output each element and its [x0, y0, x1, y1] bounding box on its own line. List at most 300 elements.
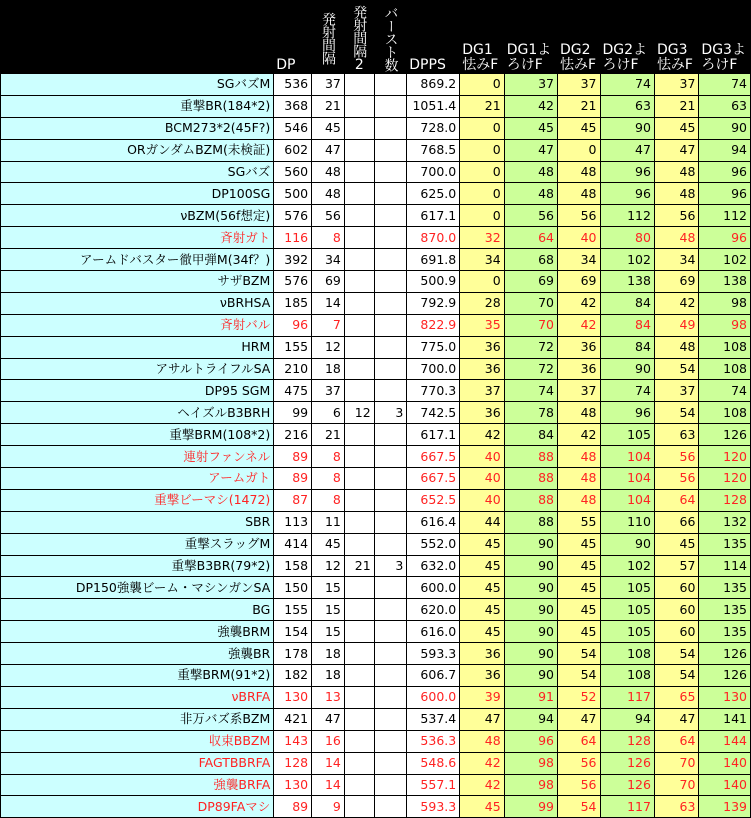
- cell-dg3-stagger[interactable]: 120: [699, 468, 751, 490]
- cell-burst[interactable]: [374, 227, 407, 249]
- cell-dp[interactable]: 392: [274, 249, 312, 271]
- header-dg1-flinch[interactable]: DG1怯みF: [460, 1, 504, 74]
- cell-dg1-flinch[interactable]: 36: [460, 336, 504, 358]
- cell-dg3-flinch[interactable]: 63: [654, 424, 698, 446]
- cell-dg3-stagger[interactable]: 114: [699, 555, 751, 577]
- cell-interval2[interactable]: [344, 686, 374, 708]
- cell-dg1-flinch[interactable]: 39: [460, 686, 504, 708]
- cell-dg3-flinch[interactable]: 60: [654, 621, 698, 643]
- cell-dg2-stagger[interactable]: 138: [600, 271, 654, 293]
- cell-dg3-flinch[interactable]: 47: [654, 139, 698, 161]
- cell-dg3-flinch[interactable]: 47: [654, 708, 698, 730]
- cell-dg3-flinch[interactable]: 56: [654, 446, 698, 468]
- cell-dg2-stagger[interactable]: 90: [600, 358, 654, 380]
- cell-dg2-stagger[interactable]: 102: [600, 249, 654, 271]
- cell-interval[interactable]: 45: [312, 533, 345, 555]
- cell-dg2-flinch[interactable]: 48: [557, 161, 600, 183]
- cell-interval2[interactable]: [344, 511, 374, 533]
- cell-dg1-stagger[interactable]: 90: [504, 665, 557, 687]
- cell-dg3-stagger[interactable]: 108: [699, 402, 751, 424]
- cell-dg1-stagger[interactable]: 69: [504, 271, 557, 293]
- cell-dg3-stagger[interactable]: 120: [699, 446, 751, 468]
- cell-dp[interactable]: 89: [274, 468, 312, 490]
- cell-dg3-flinch[interactable]: 69: [654, 271, 698, 293]
- cell-dg1-flinch[interactable]: 32: [460, 227, 504, 249]
- cell-dpps[interactable]: 552.0: [407, 533, 460, 555]
- cell-interval2[interactable]: [344, 621, 374, 643]
- cell-dg2-stagger[interactable]: 63: [600, 95, 654, 117]
- cell-interval2[interactable]: 12: [344, 402, 374, 424]
- header-burst[interactable]: バースト数: [374, 1, 407, 74]
- header-name[interactable]: [1, 1, 274, 74]
- cell-dg1-stagger[interactable]: 98: [504, 752, 557, 774]
- cell-dg2-stagger[interactable]: 105: [600, 599, 654, 621]
- cell-interval[interactable]: 21: [312, 424, 345, 446]
- cell-dg1-stagger[interactable]: 90: [504, 577, 557, 599]
- cell-dpps[interactable]: 625.0: [407, 183, 460, 205]
- cell-interval[interactable]: 37: [312, 74, 345, 96]
- cell-dpps[interactable]: 536.3: [407, 730, 460, 752]
- cell-dg2-flinch[interactable]: 21: [557, 95, 600, 117]
- cell-dpps[interactable]: 557.1: [407, 774, 460, 796]
- cell-dp[interactable]: 560: [274, 161, 312, 183]
- cell-dg2-flinch[interactable]: 42: [557, 314, 600, 336]
- cell-dg1-flinch[interactable]: 28: [460, 292, 504, 314]
- cell-dg1-flinch[interactable]: 45: [460, 796, 504, 818]
- cell-dg3-stagger[interactable]: 139: [699, 796, 751, 818]
- cell-dp[interactable]: 143: [274, 730, 312, 752]
- cell-name[interactable]: DP150強襲ビーム・マシンガンSA: [1, 577, 274, 599]
- cell-burst[interactable]: [374, 752, 407, 774]
- cell-dg3-stagger[interactable]: 135: [699, 599, 751, 621]
- cell-dg2-flinch[interactable]: 64: [557, 730, 600, 752]
- cell-dpps[interactable]: 593.3: [407, 796, 460, 818]
- cell-interval[interactable]: 15: [312, 599, 345, 621]
- cell-interval2[interactable]: [344, 577, 374, 599]
- cell-dg1-stagger[interactable]: 90: [504, 643, 557, 665]
- cell-dg1-stagger[interactable]: 88: [504, 511, 557, 533]
- cell-dg1-stagger[interactable]: 94: [504, 708, 557, 730]
- cell-dg2-stagger[interactable]: 128: [600, 730, 654, 752]
- cell-dpps[interactable]: 822.9: [407, 314, 460, 336]
- cell-dg3-stagger[interactable]: 63: [699, 95, 751, 117]
- cell-dg1-stagger[interactable]: 96: [504, 730, 557, 752]
- cell-dg1-flinch[interactable]: 45: [460, 599, 504, 621]
- cell-dg3-stagger[interactable]: 141: [699, 708, 751, 730]
- cell-name[interactable]: 連射ファンネル: [1, 446, 274, 468]
- cell-dg1-flinch[interactable]: 0: [460, 271, 504, 293]
- cell-dp[interactable]: 182: [274, 665, 312, 687]
- cell-dg1-flinch[interactable]: 40: [460, 489, 504, 511]
- cell-burst[interactable]: [374, 796, 407, 818]
- cell-name[interactable]: アームドバスター徹甲弾M(34f？): [1, 249, 274, 271]
- cell-dg1-flinch[interactable]: 37: [460, 380, 504, 402]
- cell-name[interactable]: νBRHSA: [1, 292, 274, 314]
- cell-dp[interactable]: 576: [274, 205, 312, 227]
- cell-burst[interactable]: [374, 577, 407, 599]
- cell-dp[interactable]: 87: [274, 489, 312, 511]
- cell-dg1-flinch[interactable]: 45: [460, 533, 504, 555]
- cell-dg2-flinch[interactable]: 54: [557, 796, 600, 818]
- cell-dg3-flinch[interactable]: 48: [654, 161, 698, 183]
- cell-dg3-flinch[interactable]: 54: [654, 402, 698, 424]
- cell-dg2-stagger[interactable]: 94: [600, 708, 654, 730]
- cell-dpps[interactable]: 742.5: [407, 402, 460, 424]
- cell-dg2-stagger[interactable]: 108: [600, 665, 654, 687]
- cell-dg2-stagger[interactable]: 90: [600, 117, 654, 139]
- cell-burst[interactable]: [374, 686, 407, 708]
- cell-name[interactable]: SGバズ: [1, 161, 274, 183]
- cell-dg1-stagger[interactable]: 72: [504, 358, 557, 380]
- cell-dg2-stagger[interactable]: 126: [600, 774, 654, 796]
- cell-dg1-stagger[interactable]: 99: [504, 796, 557, 818]
- cell-dg1-flinch[interactable]: 42: [460, 424, 504, 446]
- cell-interval[interactable]: 8: [312, 468, 345, 490]
- cell-dg2-flinch[interactable]: 45: [557, 621, 600, 643]
- cell-dg1-flinch[interactable]: 35: [460, 314, 504, 336]
- cell-dg3-flinch[interactable]: 54: [654, 665, 698, 687]
- cell-dpps[interactable]: 593.3: [407, 643, 460, 665]
- cell-dg1-flinch[interactable]: 36: [460, 402, 504, 424]
- cell-dp[interactable]: 576: [274, 271, 312, 293]
- cell-interval[interactable]: 8: [312, 489, 345, 511]
- cell-interval2[interactable]: [344, 139, 374, 161]
- cell-interval2[interactable]: [344, 533, 374, 555]
- cell-dg1-stagger[interactable]: 74: [504, 380, 557, 402]
- cell-dg3-stagger[interactable]: 138: [699, 271, 751, 293]
- cell-dg2-flinch[interactable]: 36: [557, 336, 600, 358]
- cell-interval2[interactable]: [344, 599, 374, 621]
- cell-dg3-stagger[interactable]: 144: [699, 730, 751, 752]
- cell-interval[interactable]: 48: [312, 161, 345, 183]
- cell-dpps[interactable]: 600.0: [407, 686, 460, 708]
- cell-dp[interactable]: 155: [274, 336, 312, 358]
- cell-burst[interactable]: [374, 424, 407, 446]
- cell-burst[interactable]: [374, 774, 407, 796]
- cell-dg1-flinch[interactable]: 47: [460, 708, 504, 730]
- cell-interval[interactable]: 7: [312, 314, 345, 336]
- cell-dg1-flinch[interactable]: 0: [460, 117, 504, 139]
- cell-dg1-stagger[interactable]: 72: [504, 336, 557, 358]
- cell-name[interactable]: FAGTBBRFA: [1, 752, 274, 774]
- cell-name[interactable]: νBZM(56f想定): [1, 205, 274, 227]
- cell-name[interactable]: ORガンダムBZM(未検証): [1, 139, 274, 161]
- cell-dg3-flinch[interactable]: 63: [654, 796, 698, 818]
- cell-interval[interactable]: 14: [312, 292, 345, 314]
- cell-burst[interactable]: [374, 183, 407, 205]
- cell-dp[interactable]: 210: [274, 358, 312, 380]
- cell-dg1-flinch[interactable]: 40: [460, 446, 504, 468]
- cell-dp[interactable]: 536: [274, 74, 312, 96]
- cell-dg2-stagger[interactable]: 105: [600, 424, 654, 446]
- cell-burst[interactable]: [374, 380, 407, 402]
- cell-interval[interactable]: 37: [312, 380, 345, 402]
- cell-interval[interactable]: 15: [312, 577, 345, 599]
- cell-name[interactable]: サザBZM: [1, 271, 274, 293]
- header-dg3-stagger[interactable]: DG3よろけF: [699, 1, 751, 74]
- cell-dp[interactable]: 89: [274, 796, 312, 818]
- cell-name[interactable]: SBR: [1, 511, 274, 533]
- cell-dg1-flinch[interactable]: 0: [460, 161, 504, 183]
- header-interval2[interactable]: 発射間隔2: [344, 1, 374, 74]
- cell-interval2[interactable]: [344, 446, 374, 468]
- cell-dg1-stagger[interactable]: 84: [504, 424, 557, 446]
- cell-burst[interactable]: [374, 599, 407, 621]
- cell-dg1-stagger[interactable]: 90: [504, 555, 557, 577]
- cell-dg3-stagger[interactable]: 102: [699, 249, 751, 271]
- cell-dg1-stagger[interactable]: 88: [504, 489, 557, 511]
- cell-dg2-stagger[interactable]: 96: [600, 161, 654, 183]
- cell-dg1-flinch[interactable]: 45: [460, 577, 504, 599]
- cell-interval2[interactable]: [344, 227, 374, 249]
- cell-interval[interactable]: 12: [312, 555, 345, 577]
- cell-dg2-flinch[interactable]: 48: [557, 468, 600, 490]
- cell-dg3-stagger[interactable]: 108: [699, 358, 751, 380]
- cell-burst[interactable]: [374, 249, 407, 271]
- cell-dg1-stagger[interactable]: 42: [504, 95, 557, 117]
- cell-dg2-flinch[interactable]: 52: [557, 686, 600, 708]
- cell-dg3-flinch[interactable]: 45: [654, 117, 698, 139]
- cell-dpps[interactable]: 768.5: [407, 139, 460, 161]
- cell-interval[interactable]: 45: [312, 117, 345, 139]
- cell-interval2[interactable]: [344, 336, 374, 358]
- cell-interval[interactable]: 15: [312, 621, 345, 643]
- cell-dg3-stagger[interactable]: 90: [699, 117, 751, 139]
- cell-interval2[interactable]: [344, 774, 374, 796]
- cell-name[interactable]: 重撃BR(184*2): [1, 95, 274, 117]
- cell-interval[interactable]: 18: [312, 665, 345, 687]
- cell-dg3-stagger[interactable]: 74: [699, 380, 751, 402]
- cell-dp[interactable]: 414: [274, 533, 312, 555]
- cell-interval2[interactable]: [344, 643, 374, 665]
- cell-interval2[interactable]: [344, 468, 374, 490]
- cell-dg2-flinch[interactable]: 37: [557, 380, 600, 402]
- cell-interval[interactable]: 11: [312, 511, 345, 533]
- cell-dg3-stagger[interactable]: 128: [699, 489, 751, 511]
- cell-interval2[interactable]: [344, 424, 374, 446]
- cell-interval2[interactable]: [344, 117, 374, 139]
- cell-interval2[interactable]: [344, 730, 374, 752]
- cell-dg3-stagger[interactable]: 140: [699, 752, 751, 774]
- cell-dg3-flinch[interactable]: 56: [654, 468, 698, 490]
- cell-dpps[interactable]: 770.3: [407, 380, 460, 402]
- header-dp[interactable]: DP: [274, 1, 312, 74]
- cell-interval[interactable]: 16: [312, 730, 345, 752]
- cell-dg1-stagger[interactable]: 68: [504, 249, 557, 271]
- cell-dg3-stagger[interactable]: 96: [699, 183, 751, 205]
- cell-name[interactable]: DP89FAマシ: [1, 796, 274, 818]
- cell-dg1-stagger[interactable]: 70: [504, 292, 557, 314]
- cell-dg2-stagger[interactable]: 74: [600, 380, 654, 402]
- cell-dg3-stagger[interactable]: 126: [699, 643, 751, 665]
- cell-dg1-stagger[interactable]: 48: [504, 183, 557, 205]
- cell-dg1-stagger[interactable]: 37: [504, 74, 557, 96]
- cell-name[interactable]: ヘイズルB3BRH: [1, 402, 274, 424]
- cell-interval2[interactable]: [344, 708, 374, 730]
- cell-burst[interactable]: [374, 271, 407, 293]
- cell-dg2-stagger[interactable]: 117: [600, 796, 654, 818]
- cell-dg1-stagger[interactable]: 56: [504, 205, 557, 227]
- cell-interval[interactable]: 18: [312, 643, 345, 665]
- cell-dp[interactable]: 116: [274, 227, 312, 249]
- cell-interval2[interactable]: [344, 314, 374, 336]
- cell-dg2-stagger[interactable]: 126: [600, 752, 654, 774]
- cell-name[interactable]: アサルトライフルSA: [1, 358, 274, 380]
- cell-burst[interactable]: [374, 665, 407, 687]
- cell-interval2[interactable]: [344, 358, 374, 380]
- cell-dg1-stagger[interactable]: 47: [504, 139, 557, 161]
- cell-interval[interactable]: 18: [312, 358, 345, 380]
- cell-dg2-stagger[interactable]: 104: [600, 489, 654, 511]
- cell-dg1-flinch[interactable]: 36: [460, 665, 504, 687]
- header-dg2-flinch[interactable]: DG2怯みF: [557, 1, 600, 74]
- cell-burst[interactable]: 3: [374, 555, 407, 577]
- cell-dpps[interactable]: 616.4: [407, 511, 460, 533]
- cell-dp[interactable]: 475: [274, 380, 312, 402]
- cell-dpps[interactable]: 652.5: [407, 489, 460, 511]
- cell-dg3-stagger[interactable]: 130: [699, 686, 751, 708]
- cell-dg2-stagger[interactable]: 102: [600, 555, 654, 577]
- cell-dpps[interactable]: 691.8: [407, 249, 460, 271]
- cell-name[interactable]: 重撃BRM(108*2): [1, 424, 274, 446]
- cell-dg3-flinch[interactable]: 37: [654, 74, 698, 96]
- cell-dg3-flinch[interactable]: 70: [654, 752, 698, 774]
- cell-interval[interactable]: 48: [312, 183, 345, 205]
- cell-dg1-flinch[interactable]: 36: [460, 358, 504, 380]
- cell-name[interactable]: DP95 SGM: [1, 380, 274, 402]
- cell-interval2[interactable]: [344, 752, 374, 774]
- cell-burst[interactable]: [374, 730, 407, 752]
- cell-burst[interactable]: [374, 446, 407, 468]
- cell-dg2-flinch[interactable]: 54: [557, 665, 600, 687]
- cell-dg1-flinch[interactable]: 0: [460, 183, 504, 205]
- cell-dg3-stagger[interactable]: 112: [699, 205, 751, 227]
- cell-dpps[interactable]: 700.0: [407, 358, 460, 380]
- cell-interval2[interactable]: 21: [344, 555, 374, 577]
- cell-dg2-stagger[interactable]: 96: [600, 402, 654, 424]
- cell-dg1-flinch[interactable]: 45: [460, 555, 504, 577]
- cell-dg1-stagger[interactable]: 64: [504, 227, 557, 249]
- cell-dp[interactable]: 128: [274, 752, 312, 774]
- cell-dg1-flinch[interactable]: 42: [460, 752, 504, 774]
- cell-interval[interactable]: 34: [312, 249, 345, 271]
- cell-burst[interactable]: [374, 489, 407, 511]
- cell-dg2-flinch[interactable]: 48: [557, 446, 600, 468]
- cell-dg3-flinch[interactable]: 57: [654, 555, 698, 577]
- cell-dg2-flinch[interactable]: 47: [557, 708, 600, 730]
- cell-dg3-flinch[interactable]: 21: [654, 95, 698, 117]
- cell-dg3-stagger[interactable]: 126: [699, 424, 751, 446]
- cell-burst[interactable]: [374, 292, 407, 314]
- cell-dg1-flinch[interactable]: 48: [460, 730, 504, 752]
- cell-dp[interactable]: 216: [274, 424, 312, 446]
- cell-dg2-stagger[interactable]: 84: [600, 292, 654, 314]
- cell-dg3-flinch[interactable]: 48: [654, 336, 698, 358]
- cell-name[interactable]: SGバズM: [1, 74, 274, 96]
- cell-dg2-stagger[interactable]: 105: [600, 577, 654, 599]
- cell-dg3-flinch[interactable]: 64: [654, 730, 698, 752]
- cell-burst[interactable]: [374, 139, 407, 161]
- cell-dg2-flinch[interactable]: 45: [557, 599, 600, 621]
- cell-burst[interactable]: [374, 117, 407, 139]
- cell-name[interactable]: 強襲BRM: [1, 621, 274, 643]
- cell-dg2-stagger[interactable]: 112: [600, 205, 654, 227]
- cell-dg1-flinch[interactable]: 21: [460, 95, 504, 117]
- cell-dg1-stagger[interactable]: 90: [504, 621, 557, 643]
- cell-interval2[interactable]: [344, 249, 374, 271]
- cell-dp[interactable]: 154: [274, 621, 312, 643]
- cell-dp[interactable]: 113: [274, 511, 312, 533]
- cell-dp[interactable]: 421: [274, 708, 312, 730]
- cell-interval[interactable]: 13: [312, 686, 345, 708]
- cell-dp[interactable]: 89: [274, 446, 312, 468]
- cell-dp[interactable]: 368: [274, 95, 312, 117]
- cell-dg1-stagger[interactable]: 70: [504, 314, 557, 336]
- cell-dg2-stagger[interactable]: 110: [600, 511, 654, 533]
- cell-dpps[interactable]: 775.0: [407, 336, 460, 358]
- cell-dg2-stagger[interactable]: 104: [600, 468, 654, 490]
- cell-dg2-stagger[interactable]: 108: [600, 643, 654, 665]
- cell-name[interactable]: HRM: [1, 336, 274, 358]
- cell-burst[interactable]: [374, 95, 407, 117]
- cell-dg2-flinch[interactable]: 54: [557, 643, 600, 665]
- cell-burst[interactable]: [374, 336, 407, 358]
- cell-dpps[interactable]: 667.5: [407, 468, 460, 490]
- cell-dg2-flinch[interactable]: 37: [557, 74, 600, 96]
- cell-dg3-flinch[interactable]: 54: [654, 358, 698, 380]
- cell-dpps[interactable]: 667.5: [407, 446, 460, 468]
- cell-burst[interactable]: [374, 533, 407, 555]
- cell-dg2-stagger[interactable]: 47: [600, 139, 654, 161]
- cell-dg1-flinch[interactable]: 34: [460, 249, 504, 271]
- cell-dpps[interactable]: 616.0: [407, 621, 460, 643]
- cell-dg3-flinch[interactable]: 60: [654, 577, 698, 599]
- cell-dg3-stagger[interactable]: 140: [699, 774, 751, 796]
- cell-interval2[interactable]: [344, 205, 374, 227]
- cell-dpps[interactable]: 617.1: [407, 424, 460, 446]
- cell-dpps[interactable]: 792.9: [407, 292, 460, 314]
- header-dpps[interactable]: DPPS: [407, 1, 460, 74]
- cell-dpps[interactable]: 620.0: [407, 599, 460, 621]
- cell-interval[interactable]: 14: [312, 752, 345, 774]
- cell-burst[interactable]: [374, 161, 407, 183]
- cell-dg3-flinch[interactable]: 45: [654, 533, 698, 555]
- cell-dg2-flinch[interactable]: 55: [557, 511, 600, 533]
- cell-name[interactable]: BG: [1, 599, 274, 621]
- cell-dg1-flinch[interactable]: 0: [460, 139, 504, 161]
- cell-dg1-stagger[interactable]: 98: [504, 774, 557, 796]
- cell-dg2-flinch[interactable]: 56: [557, 205, 600, 227]
- cell-dg1-stagger[interactable]: 78: [504, 402, 557, 424]
- cell-dp[interactable]: 546: [274, 117, 312, 139]
- cell-dpps[interactable]: 870.0: [407, 227, 460, 249]
- cell-dg2-stagger[interactable]: 84: [600, 314, 654, 336]
- cell-dp[interactable]: 500: [274, 183, 312, 205]
- cell-dg1-stagger[interactable]: 90: [504, 533, 557, 555]
- cell-dg2-flinch[interactable]: 56: [557, 752, 600, 774]
- cell-dg2-flinch[interactable]: 45: [557, 533, 600, 555]
- cell-dp[interactable]: 96: [274, 314, 312, 336]
- cell-dg2-stagger[interactable]: 74: [600, 74, 654, 96]
- cell-interval2[interactable]: [344, 95, 374, 117]
- cell-dg1-stagger[interactable]: 45: [504, 117, 557, 139]
- cell-dpps[interactable]: 632.0: [407, 555, 460, 577]
- cell-name[interactable]: 非万バズ系BZM: [1, 708, 274, 730]
- cell-dg3-flinch[interactable]: 37: [654, 380, 698, 402]
- cell-dg2-flinch[interactable]: 34: [557, 249, 600, 271]
- cell-dg1-flinch[interactable]: 40: [460, 468, 504, 490]
- cell-dpps[interactable]: 600.0: [407, 577, 460, 599]
